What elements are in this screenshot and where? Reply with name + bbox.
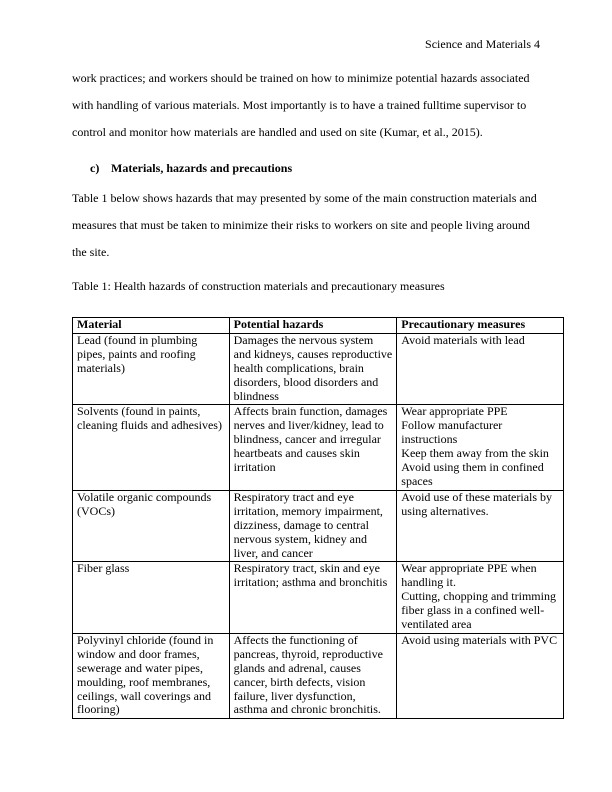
- precaution-line: Cutting, chopping and trimming fiber glass in a confined well-ventilated area: [401, 589, 556, 632]
- material-cell: Solvents (found in paints, cleaning fluids and adhesives): [73, 405, 230, 490]
- table-caption: Table 1: Health hazards of construction materials and precautionary measures: [72, 279, 445, 293]
- material-cell: Polyvinyl chloride (found in window and door frames, sewerage and water pipes, moulding, roof membranes, ceilings, wall coverings and flooring): [73, 633, 230, 718]
- hazards-cell: Respiratory tract and eye irritation, memory impairment, dizziness, damage to central nervous system, kidney and liver, and cancer: [229, 490, 397, 562]
- precaution-line: Avoid using them in confined spaces: [401, 460, 544, 488]
- material-cell: Volatile organic compounds (VOCs): [73, 490, 230, 562]
- precaution-line: Wear appropriate PPE when handling it.: [401, 561, 537, 590]
- precautions-cell: [397, 333, 564, 405]
- column-header-hazards: Potential hazards: [229, 318, 397, 334]
- precaution-line: Avoid use of these materials by using alternatives.: [401, 489, 553, 518]
- running-head: Science and Materials 4: [425, 37, 540, 51]
- body-paragraph-1: work practices; and workers should be trained on how to minimize potential hazards associated with handling of various materials. Most importantly is to have a trained fulltime supervisor to control and monitor how materials are handled and used on site (Kumar, et al., 2015).: [72, 71, 530, 139]
- table-header-row: [73, 318, 564, 334]
- table-row: [73, 490, 564, 562]
- precaution-line: Avoid materials with lead: [401, 332, 525, 347]
- column-header-precautions: Precautionary measures: [397, 318, 564, 334]
- section-heading: [90, 161, 292, 176]
- table-row: [73, 633, 564, 718]
- table-row: [73, 562, 564, 634]
- precautions-cell: [397, 562, 564, 634]
- precautions-cell: [397, 405, 564, 490]
- column-header-material: Material: [73, 318, 230, 334]
- hazards-cell: Damages the nervous system and kidneys, causes reproductive health complications, brain disorders, blood disorders and blindness: [229, 333, 397, 405]
- precautions-cell: [397, 633, 564, 718]
- table-row: [73, 405, 564, 490]
- hazards-cell: Respiratory tract, skin and eye irritation; asthma and bronchitis: [229, 562, 397, 634]
- precaution-line: Wear appropriate PPE: [401, 404, 508, 419]
- material-cell: Lead (found in plumbing pipes, paints and roofing materials): [73, 333, 230, 405]
- precaution-line: Follow manufacturer instructions: [401, 418, 503, 447]
- hazards-cell: Affects the functioning of pancreas, thyroid, reproductive glands and adrenal, causes cancer, birth defects, vision failure, liver dysfunction, asthma and chronic bronchitis.: [229, 633, 397, 718]
- table-row: [73, 333, 564, 405]
- precautions-cell: [397, 490, 564, 562]
- precaution-line: Keep them away from the skin: [401, 446, 549, 461]
- body-paragraph-2: Table 1 below shows hazards that may presented by some of the main construction materials and measures that must be taken to minimize their risks to workers on site and people living around the site.: [72, 191, 537, 259]
- precaution-line: Avoid using materials with PVC: [401, 632, 558, 647]
- hazards-cell: Affects brain function, damages nerves and liver/kidney, lead to blindness, cancer and irregular heartbeats and causes skin irritation: [229, 405, 397, 490]
- material-cell: Fiber glass: [73, 562, 230, 634]
- hazards-table: [72, 317, 564, 719]
- section-label: c): [90, 161, 100, 175]
- section-title: Materials, hazards and precautions: [111, 161, 293, 175]
